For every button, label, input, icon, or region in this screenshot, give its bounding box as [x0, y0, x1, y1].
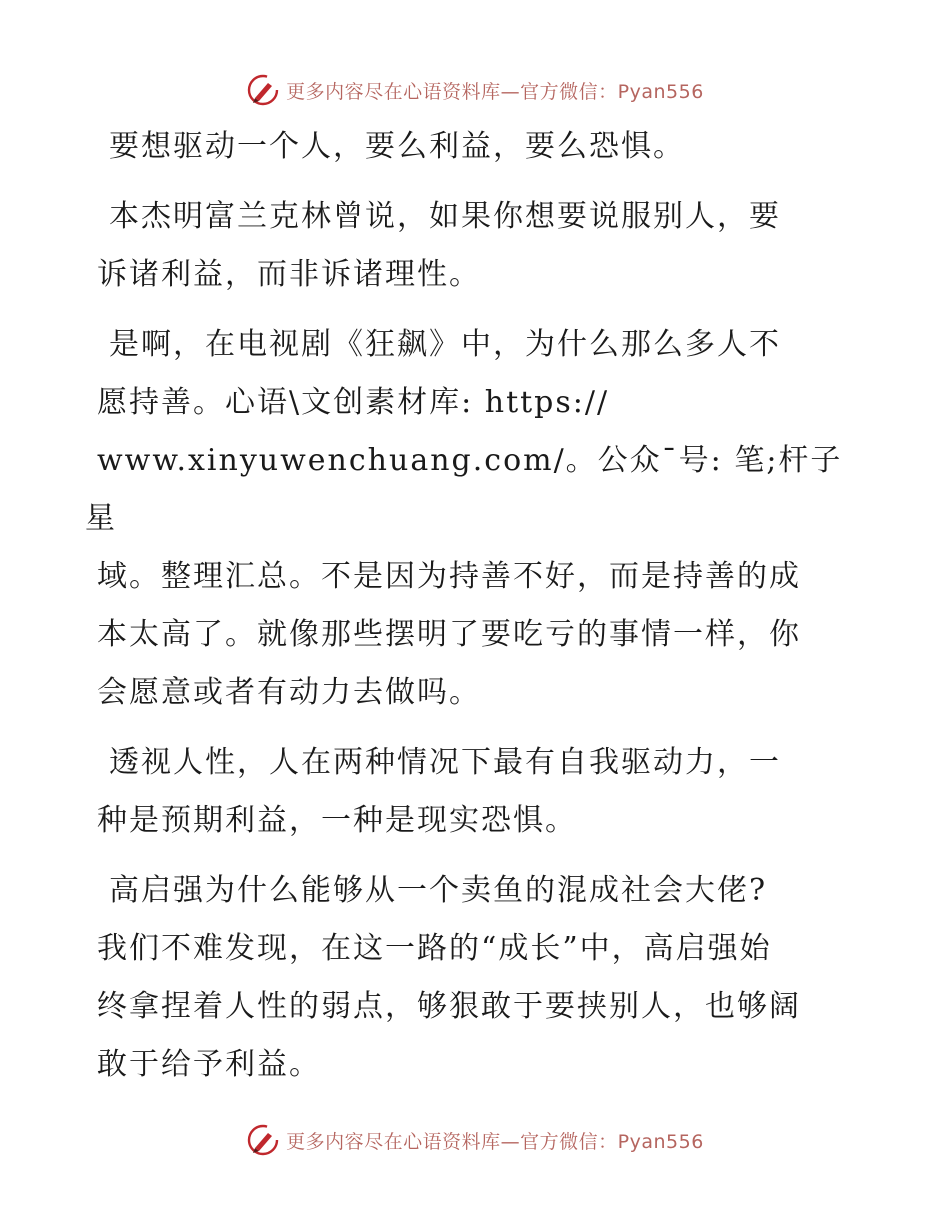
- pen-logo-icon: [246, 1123, 280, 1157]
- paragraph-1: [97, 118, 857, 176]
- paragraph-line: 敢于给予利益。: [97, 1047, 321, 1082]
- paragraph-4: [97, 734, 857, 850]
- paragraph-line: 是啊，在电视剧《狂飙》中，为什么那么多人不: [109, 327, 781, 362]
- paragraph-line: 愿持善。心语\文创素材库: https://: [97, 385, 610, 420]
- paragraph-line: 域。整理汇总。不是因为持善不好，而是持善的成: [97, 559, 801, 594]
- header-banner: [0, 70, 950, 110]
- banner-text: 更多内容尽在心语资料库—官方微信：Pyan556: [286, 1130, 704, 1153]
- footer-banner: [0, 1120, 950, 1160]
- paragraph-line: www.xinyuwenchuang.com/。公众¯号: 笔;杆子星: [85, 443, 843, 536]
- paragraph-line: 要想驱动一个人，要么利益，要么恐惧。: [109, 129, 685, 164]
- paragraph-line: 我们不难发现，在这一路的“成长”中，高启强始: [97, 931, 772, 966]
- paragraph-line: 种是预期利益，一种是现实恐惧。: [97, 803, 577, 838]
- banner-text: 更多内容尽在心语资料库—官方微信：Pyan556: [286, 80, 704, 103]
- paragraph-2: [97, 188, 857, 304]
- paragraph-line: 终拿捏着人性的弱点，够狠敢于要挟别人，也够阔: [97, 989, 801, 1024]
- paragraph-line: 透视人性，人在两种情况下最有自我驱动力，一: [109, 745, 781, 780]
- paragraph-line: 诉诸利益，而非诉诸理性。: [97, 257, 481, 292]
- paragraph-line: 本太高了。就像那些摆明了要吃亏的事情一样，你: [97, 617, 801, 652]
- paragraph-5: [97, 862, 857, 1094]
- paragraph-line: 高启强为什么能够从一个卖鱼的混成社会大佬?: [109, 873, 768, 908]
- paragraph-line: 会愿意或者有动力去做吗。: [97, 675, 481, 710]
- document-body: [85, 118, 857, 1106]
- paragraph-3: [85, 316, 857, 722]
- paragraph-line: 本杰明富兰克林曾说，如果你想要说服别人，要: [109, 199, 781, 234]
- pen-logo-icon: [246, 73, 280, 107]
